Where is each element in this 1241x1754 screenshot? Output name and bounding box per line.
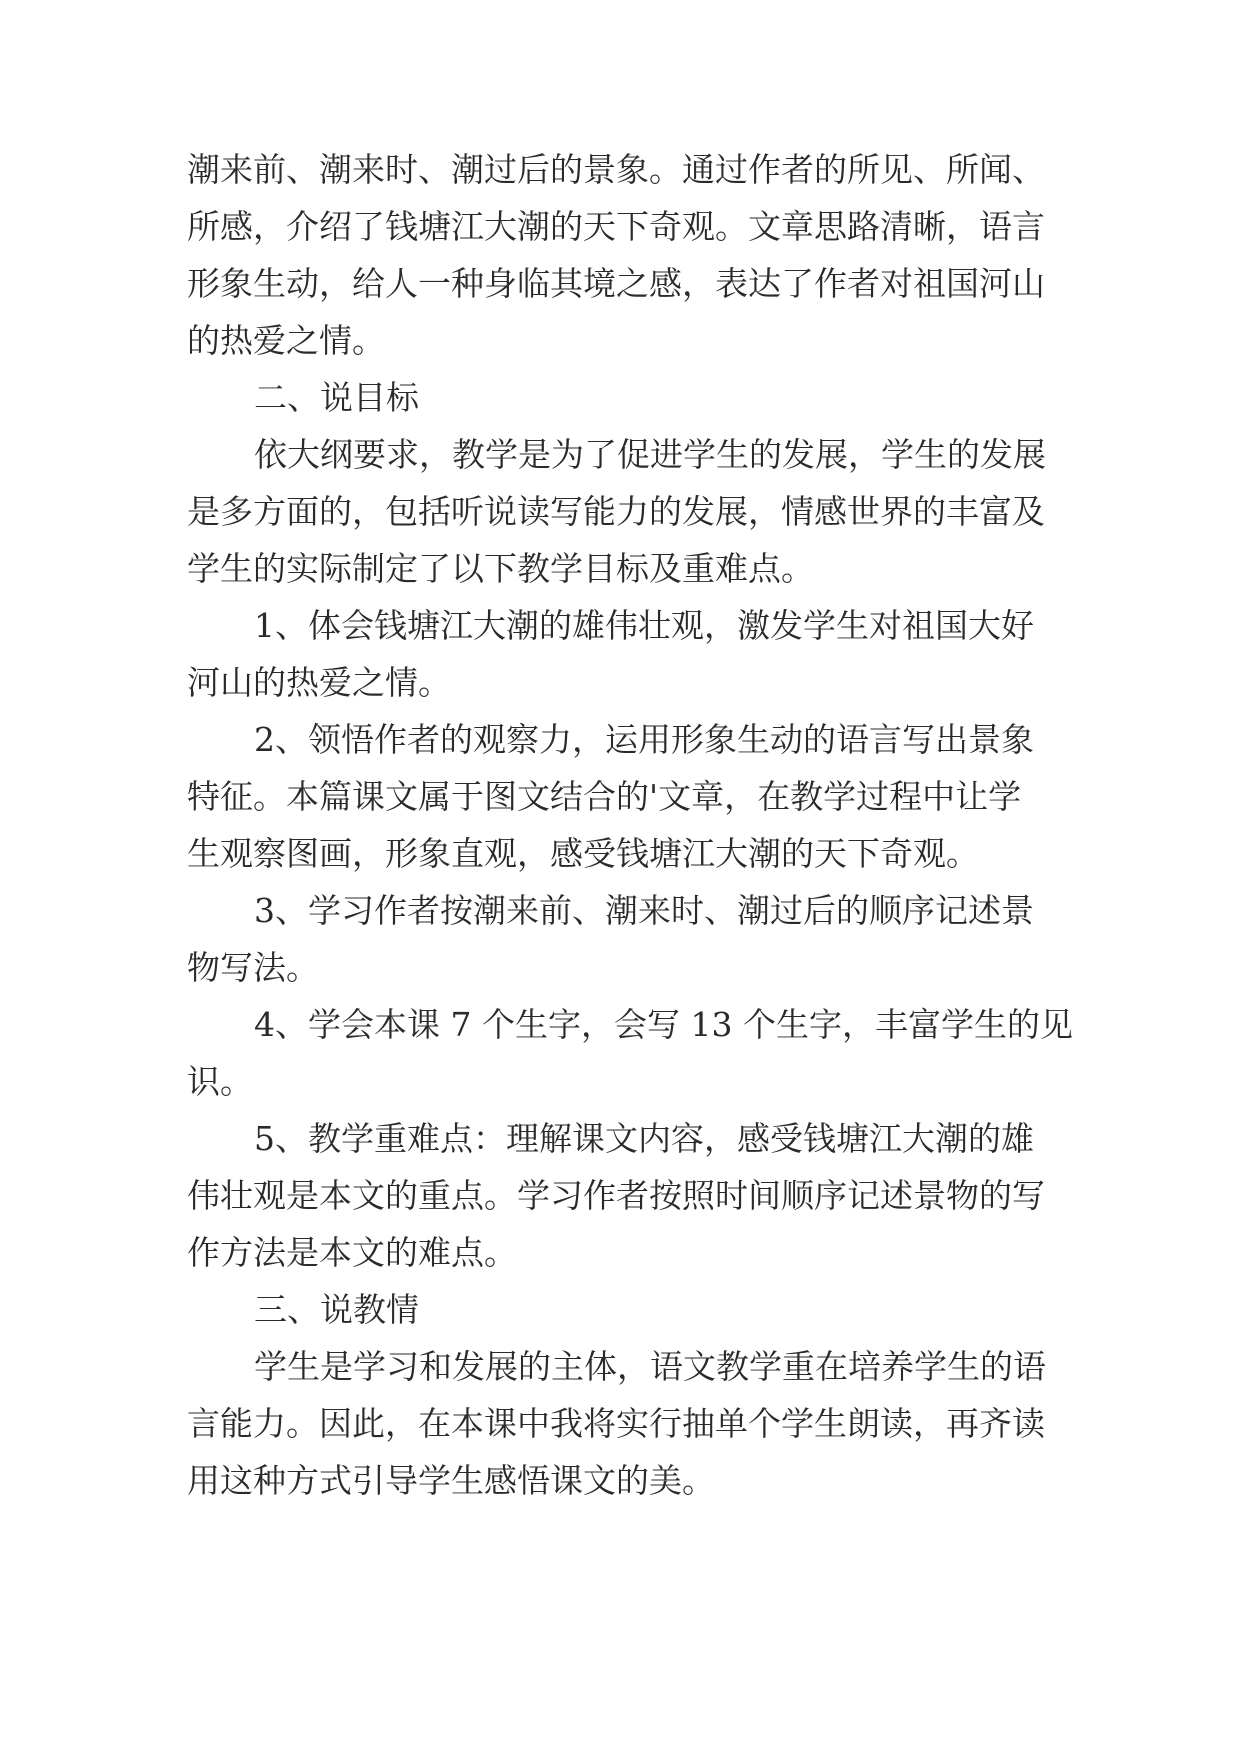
text-line: 河山的热爱之情。 (187, 663, 451, 702)
list-item: 5、教学重难点：理解课文内容，感受钱塘江大潮的雄 (254, 1119, 1034, 1158)
list-item: 3、学习作者按潮来前、潮来时、潮过后的顺序记述景 (254, 891, 1034, 930)
text-line: 依大纲要求，教学是为了促进学生的发展，学生的发展 (254, 435, 1046, 474)
text-line: 用这种方式引导学生感悟课文的美。 (187, 1461, 715, 1500)
text-line: 所感，介绍了钱塘江大潮的天下奇观。文章思路清晰，语言 (187, 207, 1045, 246)
text-line: 潮来前、潮来时、潮过后的景象。通过作者的所见、所闻、 (187, 150, 1045, 189)
text-line: 特征。本篇课文属于图文结合的'文章，在教学过程中让学 (187, 777, 1022, 816)
text-line: 是多方面的，包括听说读写能力的发展，情感世界的丰富及 (187, 492, 1045, 531)
text-line: 学生的实际制定了以下教学目标及重难点。 (187, 549, 814, 588)
text-line: 言能力。因此，在本课中我将实行抽单个学生朗读，再齐读 (187, 1404, 1045, 1443)
section-heading: 二、说目标 (254, 378, 419, 417)
text-line: 作方法是本文的难点。 (187, 1233, 517, 1272)
text-line: 识。 (187, 1062, 253, 1101)
section-heading: 三、说教情 (254, 1290, 419, 1329)
list-item: 2、领悟作者的观察力，运用形象生动的语言写出景象 (254, 720, 1034, 759)
list-item: 4、学会本课 7 个生字，会写 13 个生字，丰富学生的见 (254, 1005, 1073, 1044)
text-line: 形象生动，给人一种身临其境之感，表达了作者对祖国河山 (187, 264, 1045, 303)
text-line: 学生是学习和发展的主体，语文教学重在培养学生的语 (254, 1347, 1046, 1386)
list-item: 1、体会钱塘江大潮的雄伟壮观，激发学生对祖国大好 (254, 606, 1034, 645)
text-line: 物写法。 (187, 948, 319, 987)
text-line: 的热爱之情。 (187, 321, 385, 360)
text-line: 生观察图画，形象直观，感受钱塘江大潮的天下奇观。 (187, 834, 979, 873)
text-line: 伟壮观是本文的重点。学习作者按照时间顺序记述景物的写 (187, 1176, 1045, 1215)
